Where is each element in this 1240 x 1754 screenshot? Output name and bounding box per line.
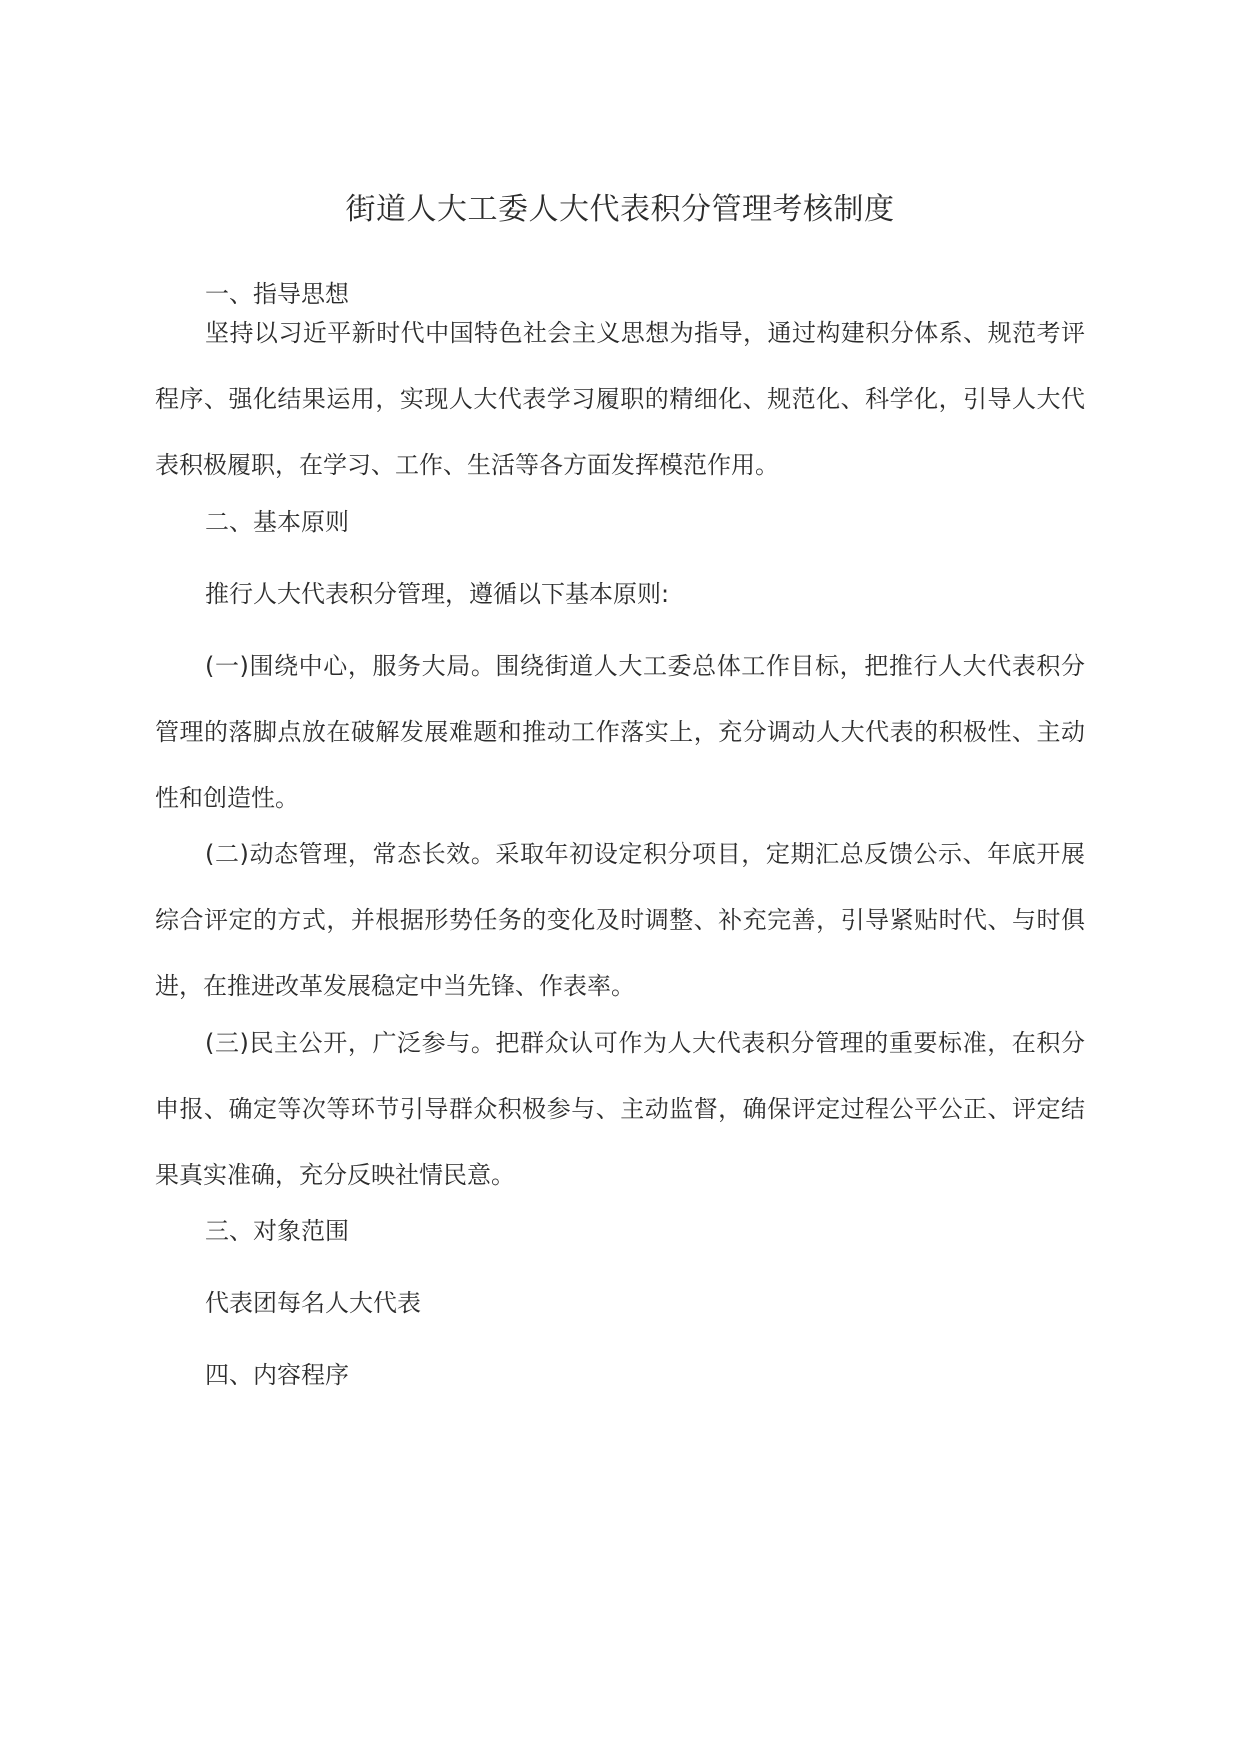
section-heading-guiding-ideology: 一、指导思想	[205, 280, 349, 308]
paragraph-principles-intro: 推行人大代表积分管理，遵循以下基本原则:	[205, 580, 670, 608]
paragraph-principle-1: (一)围绕中心，服务大局。围绕街道人大工委总体工作目标，把推行人大代表积分管理的落脚点放在破解发展难题和推动工作落实上，充分调动人大代表的积极性、主动性和创造性。	[155, 652, 1085, 812]
section-heading-scope: 三、对象范围	[205, 1217, 349, 1245]
document-title: 街道人大工委人大代表积分管理考核制度	[345, 192, 895, 227]
paragraph-principle-3: (三)民主公开，广泛参与。把群众认可作为人大代表积分管理的重要标准，在积分申报、确定等次等环节引导群众积极参与、主动监督，确保评定过程公平公正、评定结果真实准确，充分反映社情民意。	[155, 1029, 1085, 1189]
section-heading-basic-principles: 二、基本原则	[205, 508, 349, 536]
paragraph-principle-2: (二)动态管理，常态长效。采取年初设定积分项目，定期汇总反馈公示、年底开展综合评定的方式，并根据形势任务的变化及时调整、补充完善，引导紧贴时代、与时俱进，在推进改革发展稳定中当先锋、作表率。	[155, 840, 1085, 1000]
paragraph-guiding-ideology: 坚持以习近平新时代中国特色社会主义思想为指导，通过构建积分体系、规范考评程序、强化结果运用，实现人大代表学习履职的精细化、规范化、科学化，引导人大代表积极履职，在学习、工作、生活等各方面发挥模范作用。	[155, 319, 1085, 479]
paragraph-scope: 代表团每名人大代表	[205, 1289, 421, 1317]
section-heading-content-procedure: 四、内容程序	[205, 1361, 349, 1389]
